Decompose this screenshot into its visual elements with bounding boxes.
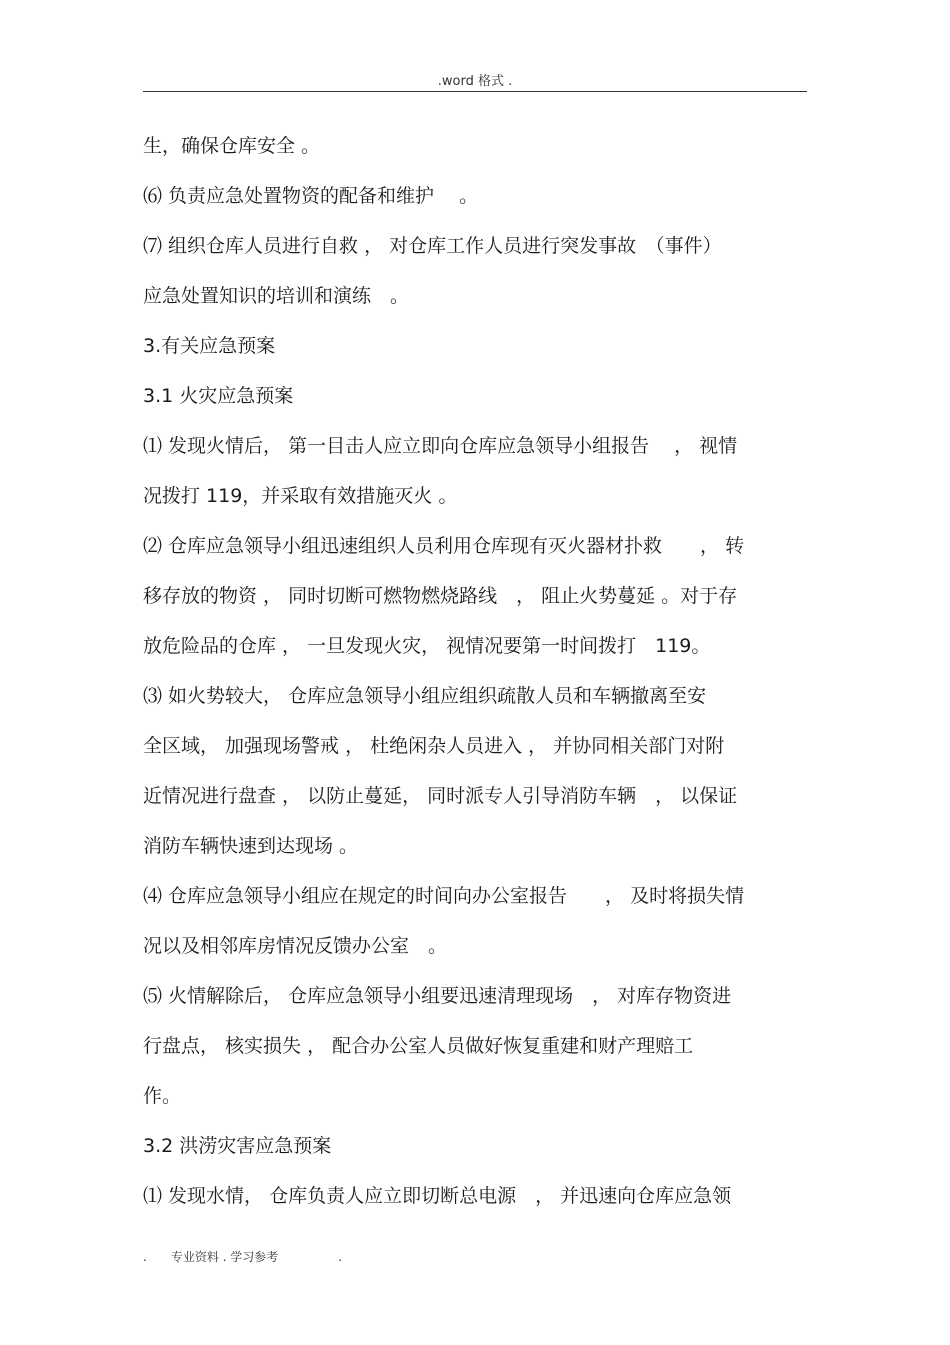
text-line: ⑸ 火情解除后， 仓库应急领导小组要迅速清理现场 ， 对库存物资进: [143, 985, 732, 1007]
text-line: 消防车辆快速到达现场 。: [143, 835, 359, 857]
text-line: ⑴ 发现水情， 仓库负责人应立即切断总电源 ， 并迅速向仓库应急领: [143, 1185, 732, 1207]
text-line: ⑷ 仓库应急领导小组应在规定的时间向办公室报告 ， 及时将损失情: [143, 885, 745, 907]
section-heading: 3.有关应急预案: [143, 335, 276, 357]
text-line: 应急处置知识的培训和演练 。: [143, 285, 410, 307]
page-footer: . 专业资料 . 学习参考 .: [143, 1250, 343, 1264]
text-line: 全区域， 加强现场警戒 ， 杜绝闲杂人员进入 ， 并协同相关部门对附: [143, 735, 725, 757]
text-line: 况拨打 119，并采取有效措施灭火 。: [143, 485, 458, 507]
header-divider: [143, 91, 807, 92]
subsection-heading: 3.2 洪涝灾害应急预案: [143, 1135, 332, 1157]
text-line: ⑶ 如火势较大， 仓库应急领导小组应组织疏散人员和车辆撤离至安: [143, 685, 707, 707]
text-line: 近情况进行盘查 ， 以防止蔓延， 同时派专人引导消防车辆 ， 以保证: [143, 785, 738, 807]
text-line: ⑴ 发现火情后， 第一目击人应立即向仓库应急领导小组报告 ， 视情: [143, 435, 738, 457]
text-line: 况以及相邻库房情况反馈办公室 。: [143, 935, 448, 957]
text-line: ⑵ 仓库应急领导小组迅速组织人员利用仓库现有灭火器材扑救 ， 转: [143, 535, 745, 557]
text-line: ⑺ 组织仓库人员进行自救 ， 对仓库工作人员进行突发事故 （事件）: [143, 235, 722, 257]
page-header: .word 格式 .: [437, 74, 513, 89]
text-line: 放危险品的仓库 ， 一旦发现火灾， 视情况要第一时间拨打 119。: [143, 635, 711, 657]
text-line: 行盘点， 核实损失 ， 配合办公室人员做好恢复重建和财产理赔工: [143, 1035, 694, 1057]
text-line: 移存放的物资 ， 同时切断可燃物燃烧路线 ， 阻止火势蔓延 。对于存: [143, 585, 738, 607]
text-line: ⑹ 负责应急处置物资的配备和维护 。: [143, 185, 479, 207]
text-line: 作。: [143, 1085, 182, 1107]
text-line: 生，确保仓库安全 。: [143, 135, 321, 157]
subsection-heading: 3.1 火灾应急预案: [143, 385, 294, 407]
document-body: [143, 128, 807, 1228]
